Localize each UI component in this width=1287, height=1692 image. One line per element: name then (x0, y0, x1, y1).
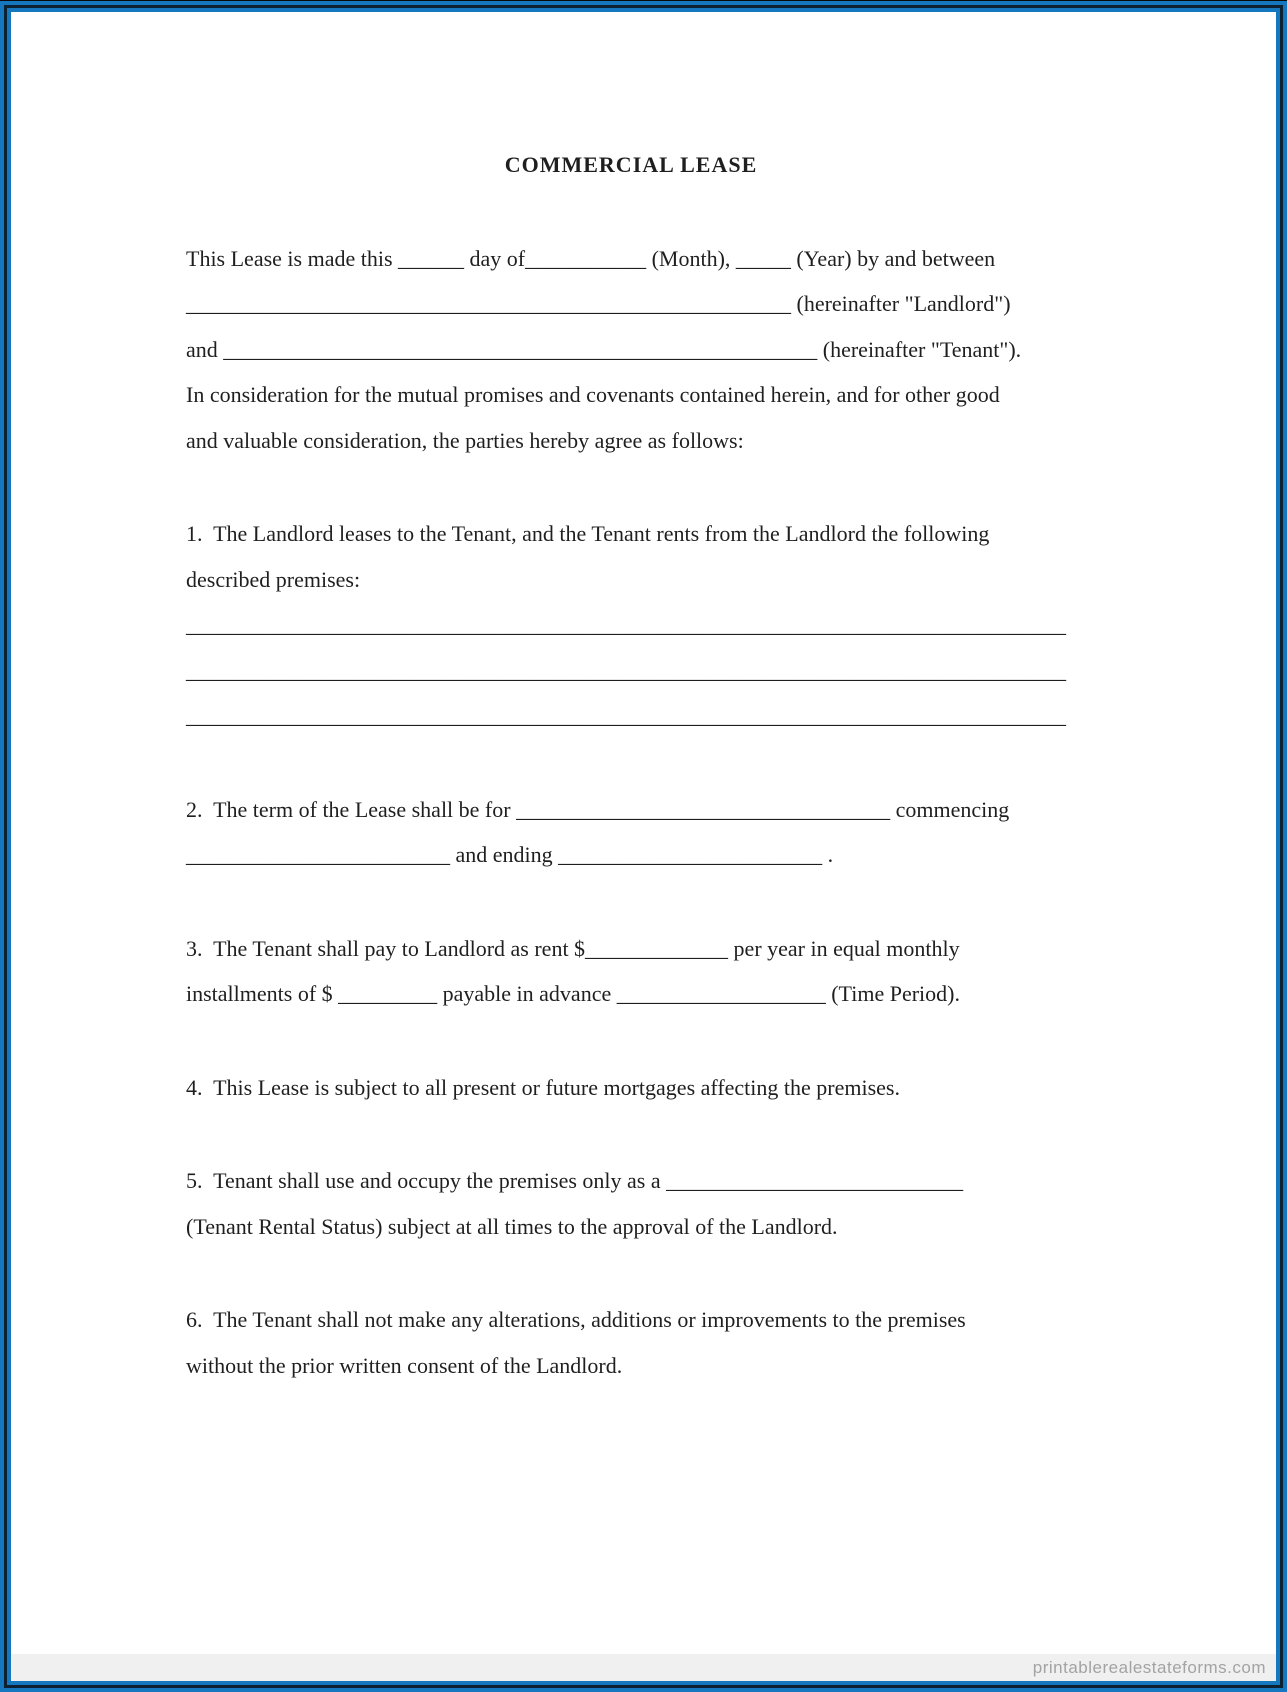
premises-blank-line: ________________________________________________________________________________ (186, 657, 1066, 683)
clause-text: installments of $ _________ payable in advance ___________________ (Time Period). (186, 981, 960, 1006)
watermark-text: printablerealestateforms.com (1032, 1658, 1266, 1677)
clause-text: without the prior written consent of the Landlord. (186, 1352, 623, 1378)
clause-text: 3. The Tenant shall pay to Landlord as rent $_____________ per year in equal monthly (186, 935, 960, 961)
clause-text: 6. The Tenant shall not make any alterations, additions or improvements to the premises (186, 1307, 966, 1332)
clause-1-premises (186, 511, 1276, 739)
page-border-middle (4, 5, 1283, 1688)
clause-3-rent (186, 926, 1276, 1017)
document-body (11, 12, 1276, 1388)
landlord-name-blank: _______________________________________________________ (hereinafter "Landlord") (186, 291, 1011, 316)
clause-text: 1. The Landlord leases to the Tenant, and the Tenant rents from the Landlord the following (186, 521, 990, 546)
premises-blank-line: ________________________________________________________________________________ (186, 612, 1066, 637)
premises-blank-line: ________________________________________________________________________________ (186, 703, 1066, 728)
clause-2-term (186, 787, 1276, 878)
intro-line: This Lease is made this ______ day of___________ (Month), _____ (Year) by and between (186, 245, 996, 271)
document-title: COMMERCIAL LEASE (504, 152, 758, 177)
clause-text: 2. The term of the Lease shall be for __________________________________ commencing (186, 796, 1010, 822)
intro-line: and valuable consideration, the parties hereby agree as follows: (186, 427, 744, 453)
clause-text: (Tenant Rental Status) subject at all times to the approval of the Landlord. (186, 1213, 838, 1239)
lease-document-page (7, 8, 1280, 1685)
clause-text: 5. Tenant shall use and occupy the premises only as a ___________________________ (186, 1168, 964, 1193)
clause-5-use (186, 1158, 1276, 1249)
intro-line: In consideration for the mutual promises and covenants contained herein, and for other good (186, 382, 1000, 407)
clause-text: ________________________ and ending ________________________ . (186, 842, 834, 867)
clause-6-alterations (186, 1297, 1276, 1388)
clause-text: 4. This Lease is subject to all present or future mortgages affecting the premises. (186, 1074, 900, 1100)
intro-paragraph (186, 236, 1276, 464)
tenant-name-blank: and ______________________________________________________ (hereinafter "Tenant"). (186, 336, 1022, 362)
watermark-strip (11, 1654, 1276, 1681)
clause-text: described premises: (186, 566, 361, 592)
clause-4-mortgages (186, 1065, 1276, 1111)
